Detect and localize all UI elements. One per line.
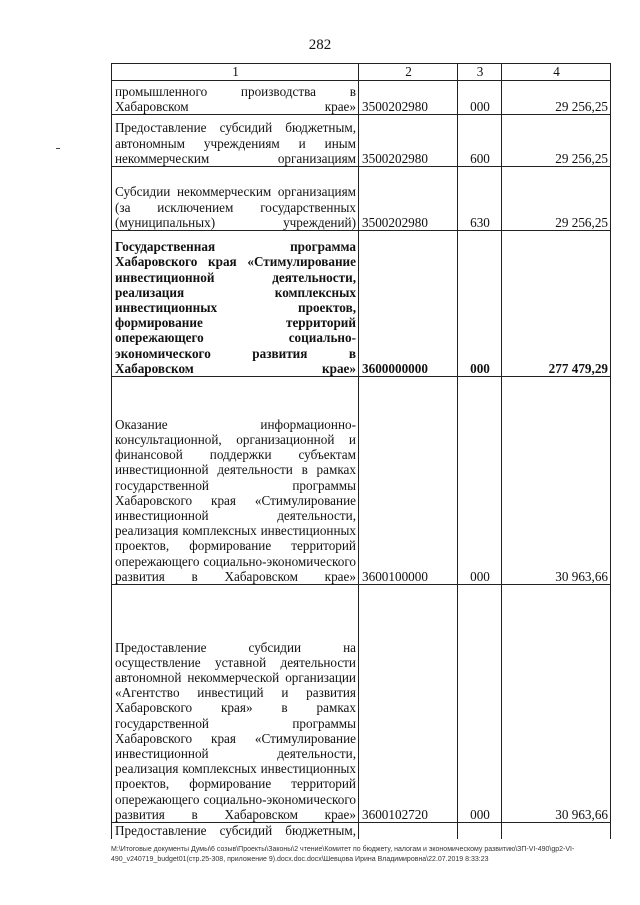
row-amount: 30 963,66 <box>502 377 611 585</box>
row-type: 600 <box>458 115 502 167</box>
row-description: Предоставление субсидий бюджетным, автономным учреждениям и иным некоммерческим организациям <box>112 115 359 167</box>
row-description: Предоставление субсидий бюджетным, <box>112 823 359 839</box>
header-col-3: 3 <box>458 64 502 81</box>
table-row <box>112 585 611 823</box>
row-amount: 29 256,25 <box>502 115 611 167</box>
table-row-continued <box>112 823 611 839</box>
row-code: 3600102720 <box>359 585 458 823</box>
row-type: 000 <box>458 377 502 585</box>
row-code: 3500202980 <box>359 115 458 167</box>
scan-speck <box>56 148 60 149</box>
row-type: 000 <box>458 231 502 377</box>
row-type: 000 <box>458 81 502 115</box>
row-type <box>458 823 502 839</box>
page-number: 282 <box>308 37 332 53</box>
table-row <box>112 377 611 585</box>
table-row <box>112 81 611 115</box>
row-amount: 29 256,25 <box>502 81 611 115</box>
table-header-row <box>112 64 611 81</box>
row-amount: 30 963,66 <box>502 585 611 823</box>
header-col-2: 2 <box>359 64 458 81</box>
row-code: 3500202980 <box>359 81 458 115</box>
header-col-4: 4 <box>502 64 611 81</box>
row-amount: 277 479,29 <box>502 231 611 377</box>
row-type: 000 <box>458 585 502 823</box>
row-description: Оказание информационно-консультационной, организационной и финансовой поддержки субъектам инвестиционной деятельности в рамках государственной программы Хабаровского края «Стимулирование инвестиционной деятельности, реализация комплексных инвестиционных проектов, формирование территорий опережающего социально-экономического развития в Хабаровском крае» <box>112 377 359 585</box>
table-row-program <box>112 231 611 377</box>
table-row <box>112 167 611 231</box>
row-code: 3600100000 <box>359 377 458 585</box>
budget-table <box>111 63 611 839</box>
row-description: промышленного производства в Хабаровском крае» <box>112 81 359 115</box>
row-description: Предоставление субсидии на осуществление уставной деятельности автономной некоммерческой организации «Агентство инвестиций и развития Хабаровского края» в рамках государственной программы Хабаровского края «Стимулирование инвестиционной деятельности, реализация комплексных инвестиционных проектов, формирование территорий опережающего социально-экономического развития в Хабаровском крае» <box>112 585 359 823</box>
header-col-1: 1 <box>112 64 359 81</box>
row-type: 630 <box>458 167 502 231</box>
row-code <box>359 823 458 839</box>
row-amount <box>502 823 611 839</box>
row-code: 3600000000 <box>359 231 458 377</box>
row-description: Субсидии некоммерческим организациям (за исключением государственных (муниципальных) учреждений) <box>112 167 359 231</box>
row-description: Государственная программа Хабаровского края «Стимулирование инвестиционной деятельности, реализация комплексных инвестиционных проектов, формирование территорий опережающего социально-экономического развития в Хабаровском крае» <box>112 231 359 377</box>
file-path-footer: M:\Итоговые документы Думы\6 созыв\Проекты\Законы\2 чтение\Комитет по бюджету, налогам и экономическому развитию\ЗП-VI-490\gp2-VI-490_v240719_budget01(стр.25-308, приложение 9).docx.doc.docx\Шевцова Ирина Владимировна\22.07.2019 8:33:23 <box>111 846 575 863</box>
row-amount: 29 256,25 <box>502 167 611 231</box>
row-code: 3500202980 <box>359 167 458 231</box>
table-row <box>112 115 611 167</box>
